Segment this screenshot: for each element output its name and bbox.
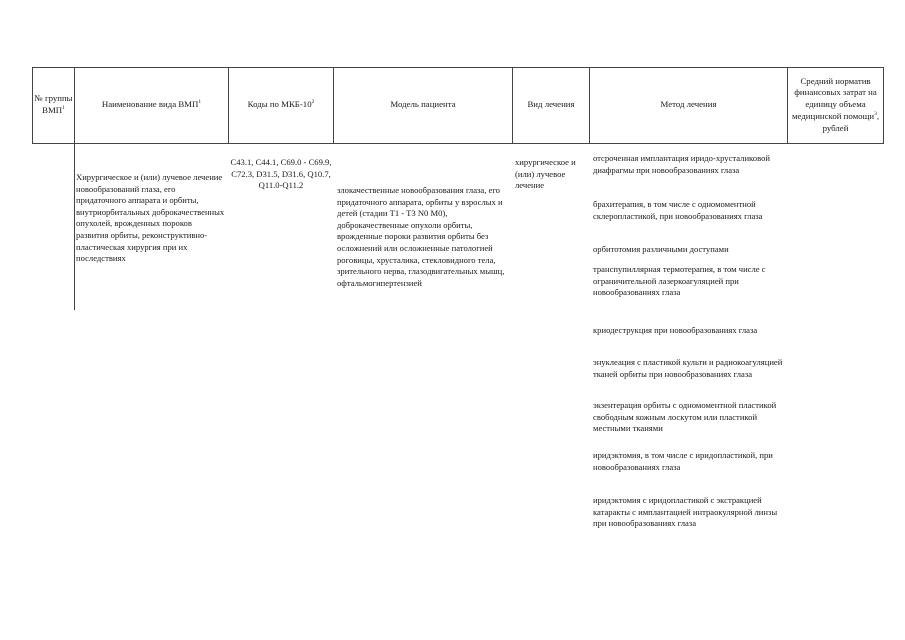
header-treatment-type-text: Вид лечения — [527, 99, 575, 110]
header-patient-model — [334, 67, 512, 143]
header-norm-unit: , рублей — [822, 110, 880, 133]
header-norm — [788, 67, 883, 143]
header-group-no — [33, 67, 74, 143]
header-codes — [229, 67, 333, 143]
row-codes: C43.1, C44.1, C69.0 - C69.9, C72.3, D31.5, D31.6, Q10.7, Q11.0-Q11.2 — [230, 157, 332, 191]
header-patient-model-text: Модель пациента — [390, 99, 456, 110]
column-divider — [883, 67, 884, 143]
method-item: отсроченная имплантация иридо-хрусталиковой диафрагмы при новообразованиях глаза — [593, 153, 770, 175]
header-name-text: Наименование вида ВМП — [101, 99, 199, 110]
header-method — [590, 67, 787, 143]
header-norm-footnote: 3 — [874, 110, 877, 117]
method-item: транспупиллярная термотерапия, в том числе с ограничительной лазеркоагуляцией при новообразованиях глаза — [593, 264, 766, 298]
method-item: брахитерапия, в том числе с одномоментной склеропластикой, при новообразованиях глаза — [593, 199, 763, 221]
row-treatment-type: хирургическое и (или) лучевое лечение — [515, 157, 576, 191]
header-name-footnote: 1 — [198, 99, 202, 106]
header-method-text: Метод лечения — [660, 99, 717, 110]
header-codes-footnote: 2 — [311, 99, 315, 106]
row-patient-model: злокачественные новообразования глаза, его придаточного аппарата, орбиты у взрослых и детей (стадии T1 - T3 N0 M0), доброкачественные опухоли орбиты, врожденные пороки развития орбиты без осложнений или осложненные патологией роговицы, хрусталика, стекловидного тела, зрительного нерва, глазодвигательных мышц, офтальмогипертензией — [337, 185, 505, 288]
header-codes-text: Коды по МКБ-10 — [247, 99, 312, 110]
header-group-no-footnote: 1 — [62, 105, 65, 112]
method-item: экзентерация орбиты с одномоментной пластикой свободным кожным лоскутом или пластикой местными тканями — [593, 400, 777, 434]
method-item: энуклеация с пластикой культи и радиокоагуляцией тканей орбиты при новообразованиях глаза — [593, 357, 783, 379]
row-name: Хирургическое и (или) лучевое лечение новообразований глаза, его придаточного аппарата и орбиты, внутриорбитальных доброкачественных опухолей, врожденных пороков развития орбиты, реконструктивно-пластическая хирургия при их последствиях — [76, 172, 225, 264]
method-item: иридэктомия с иридопластикой с экстракцией катаракты с имплантацией интраокулярной линзы при новообразованиях глаза — [593, 495, 778, 529]
header-norm-text: Средний норматив финансовых затрат на единицу объема медицинской помощи — [791, 75, 877, 121]
method-item: орбитотомия различными доступами — [593, 244, 729, 254]
header-name — [75, 67, 228, 143]
header-group-no-text: № группы ВМП — [34, 93, 73, 115]
header-treatment-type — [513, 67, 589, 143]
method-item: криодеструкция при новообразованиях глаза — [593, 325, 758, 335]
row-left-border — [74, 143, 75, 310]
header-bottom-rule — [32, 143, 884, 144]
method-item: иридэктомия, в том числе с иридопластикой, при новообразованиях глаза — [593, 450, 773, 472]
